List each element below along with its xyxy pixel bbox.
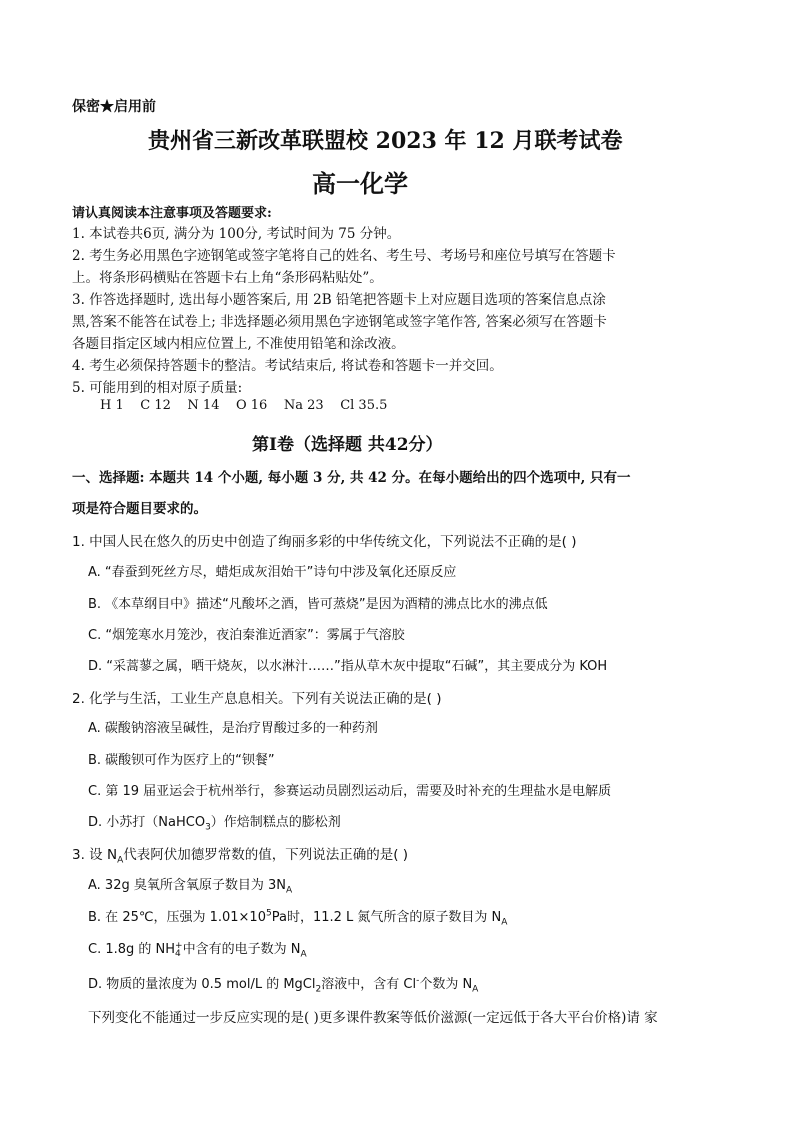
- notice-item: 5. 可能用到的相对原子质量:: [72, 380, 243, 396]
- question-2-option-d: [88, 811, 341, 833]
- notice-item: 1. 本试卷共6页, 满分为 100分, 考试时间为 75 分钟。: [72, 226, 401, 242]
- subscript: A: [300, 949, 307, 960]
- question-4-stem: 下列变化不能通过一步反应实现的是( )更多课件教案等低价滋源(一定远低于各大平台价格)请 家: [88, 1010, 658, 1026]
- confidential-label: 保密★启用前: [72, 99, 156, 115]
- question-2-stem: 2. 化学与生活，工业生产息息相关。下列有关说法正确的是( ): [72, 691, 442, 707]
- atomic-masses: H 1 C 12 N 14 O 16 Na 23 Cl 35.5: [100, 398, 388, 413]
- stem-text: 代表阿伏加德罗常数的值，下列说法正确的是( ): [123, 847, 409, 863]
- question-3-option-c: [88, 938, 307, 960]
- notice-item: 各题目指定区域内相应位置上, 不准使用铅笔和涂改液。: [72, 336, 405, 352]
- question-1-stem: 1. 中国人民在悠久的历史中创造了绚丽多彩的中华传统文化，下列说法不正确的是( ): [72, 534, 577, 550]
- option-text: 中含有的电子数为 N: [182, 942, 301, 957]
- question-2-option-c: C. 第 19 届亚运会于杭州举行，参赛运动员剧烈运动后，需要及时补充的生理盐水是电解质: [88, 784, 612, 799]
- notice-heading: 请认真阅读本注意事项及答题要求:: [72, 206, 272, 221]
- superscript: -: [416, 975, 420, 986]
- subscript: A: [472, 984, 479, 995]
- option-text: B. 在 25℃，压强为 1.01×10: [88, 910, 266, 925]
- subscript: A: [285, 885, 293, 896]
- question-3-option-d: [88, 973, 478, 995]
- option-text: D. 物质的量浓度为 0.5 mol/L 的 MgCl: [88, 977, 316, 992]
- question-1-option-a: A. “春蚕到死丝方尽，蜡炬成灰泪始干”诗句中涉及氧化还原反应: [88, 565, 457, 580]
- question-3-stem: [72, 843, 408, 866]
- option-text: Pa时，11.2 L 氮气所含的原子数目为 N: [271, 910, 502, 925]
- subscript: 2: [315, 984, 322, 995]
- question-3-option-a: [88, 874, 292, 896]
- superscript: +: [175, 940, 183, 951]
- notice-item: 上。将条形码横贴在答题卡右上角“条形码粘贴处”。: [72, 270, 383, 286]
- question-3-option-b: [88, 906, 507, 928]
- notice-item: 4. 考生必须保持答题卡的整洁。考试结束后, 将试卷和答题卡一并交回。: [72, 358, 503, 374]
- subject-title: 高一化学: [312, 169, 408, 198]
- option-text: 个数为 N: [419, 977, 473, 992]
- question-1-option-d: D. “采蒿蓼之属，晒干烧灰，以水淋汁……”指从草木灰中提取“石碱”，其主要成分为 KOH: [88, 659, 608, 674]
- stem-text: 3. 设 N: [72, 847, 118, 863]
- subscript: 3: [205, 822, 211, 833]
- notice-item: 2. 考生务必用黑色字迹钢笔或签字笔将自己的姓名、考生号、考场号和座位号填写在答题卡: [72, 248, 616, 264]
- question-1-option-b: B. 《本草纲目中》描述“凡酸坏之酒，皆可蒸烧”是因为酒精的沸点比水的沸点低: [88, 597, 548, 612]
- option-text: D. 小苏打（NaHCO: [88, 815, 206, 830]
- section-instruction: 项是符合题目要求的。: [72, 501, 207, 517]
- option-text: A. 32g 臭氧所含氧原子数目为 3N: [88, 878, 286, 893]
- option-text: ）作焙制糕点的膨松剂: [210, 815, 341, 830]
- question-2-option-b: B. 碳酸钡可作为医疗上的“钡餐”: [88, 753, 275, 768]
- exam-title: 贵州省三新改革联盟校 2023 年 12 月联考试卷: [148, 128, 623, 154]
- question-2-option-a: A. 碳酸钠溶液呈碱性，是治疗胃酸过多的一种药剂: [88, 721, 378, 736]
- section-title: 第Ⅰ卷（选择题 共42分）: [252, 435, 443, 455]
- option-text: C. 1.8g 的 NH: [88, 942, 176, 957]
- subscript: A: [117, 855, 124, 866]
- superscript: 5: [265, 908, 272, 919]
- option-text: 溶液中，含有 Cl: [321, 977, 417, 992]
- notice-item: 黑,答案不能答在试卷上; 非选择题必须用黑色字迹钢笔或签字笔作答, 答案必须写在答题卡: [72, 314, 607, 330]
- question-1-option-c: C. “烟笼寒水月笼沙，夜泊秦淮近酒家”：雾属于气溶胶: [88, 628, 405, 643]
- notice-item: 3. 作答选择题时, 选出每小题答案后, 用 2B 铅笔把答题卡上对应题目选项的答案信息点涂: [72, 292, 606, 308]
- subscript: 4: [175, 948, 181, 959]
- subscript: A: [501, 917, 508, 928]
- section-instruction: 一、选择题: 本题共 14 个小题, 每小题 3 分, 共 42 分。在每小题给出的四个选项中, 只有一: [72, 470, 631, 486]
